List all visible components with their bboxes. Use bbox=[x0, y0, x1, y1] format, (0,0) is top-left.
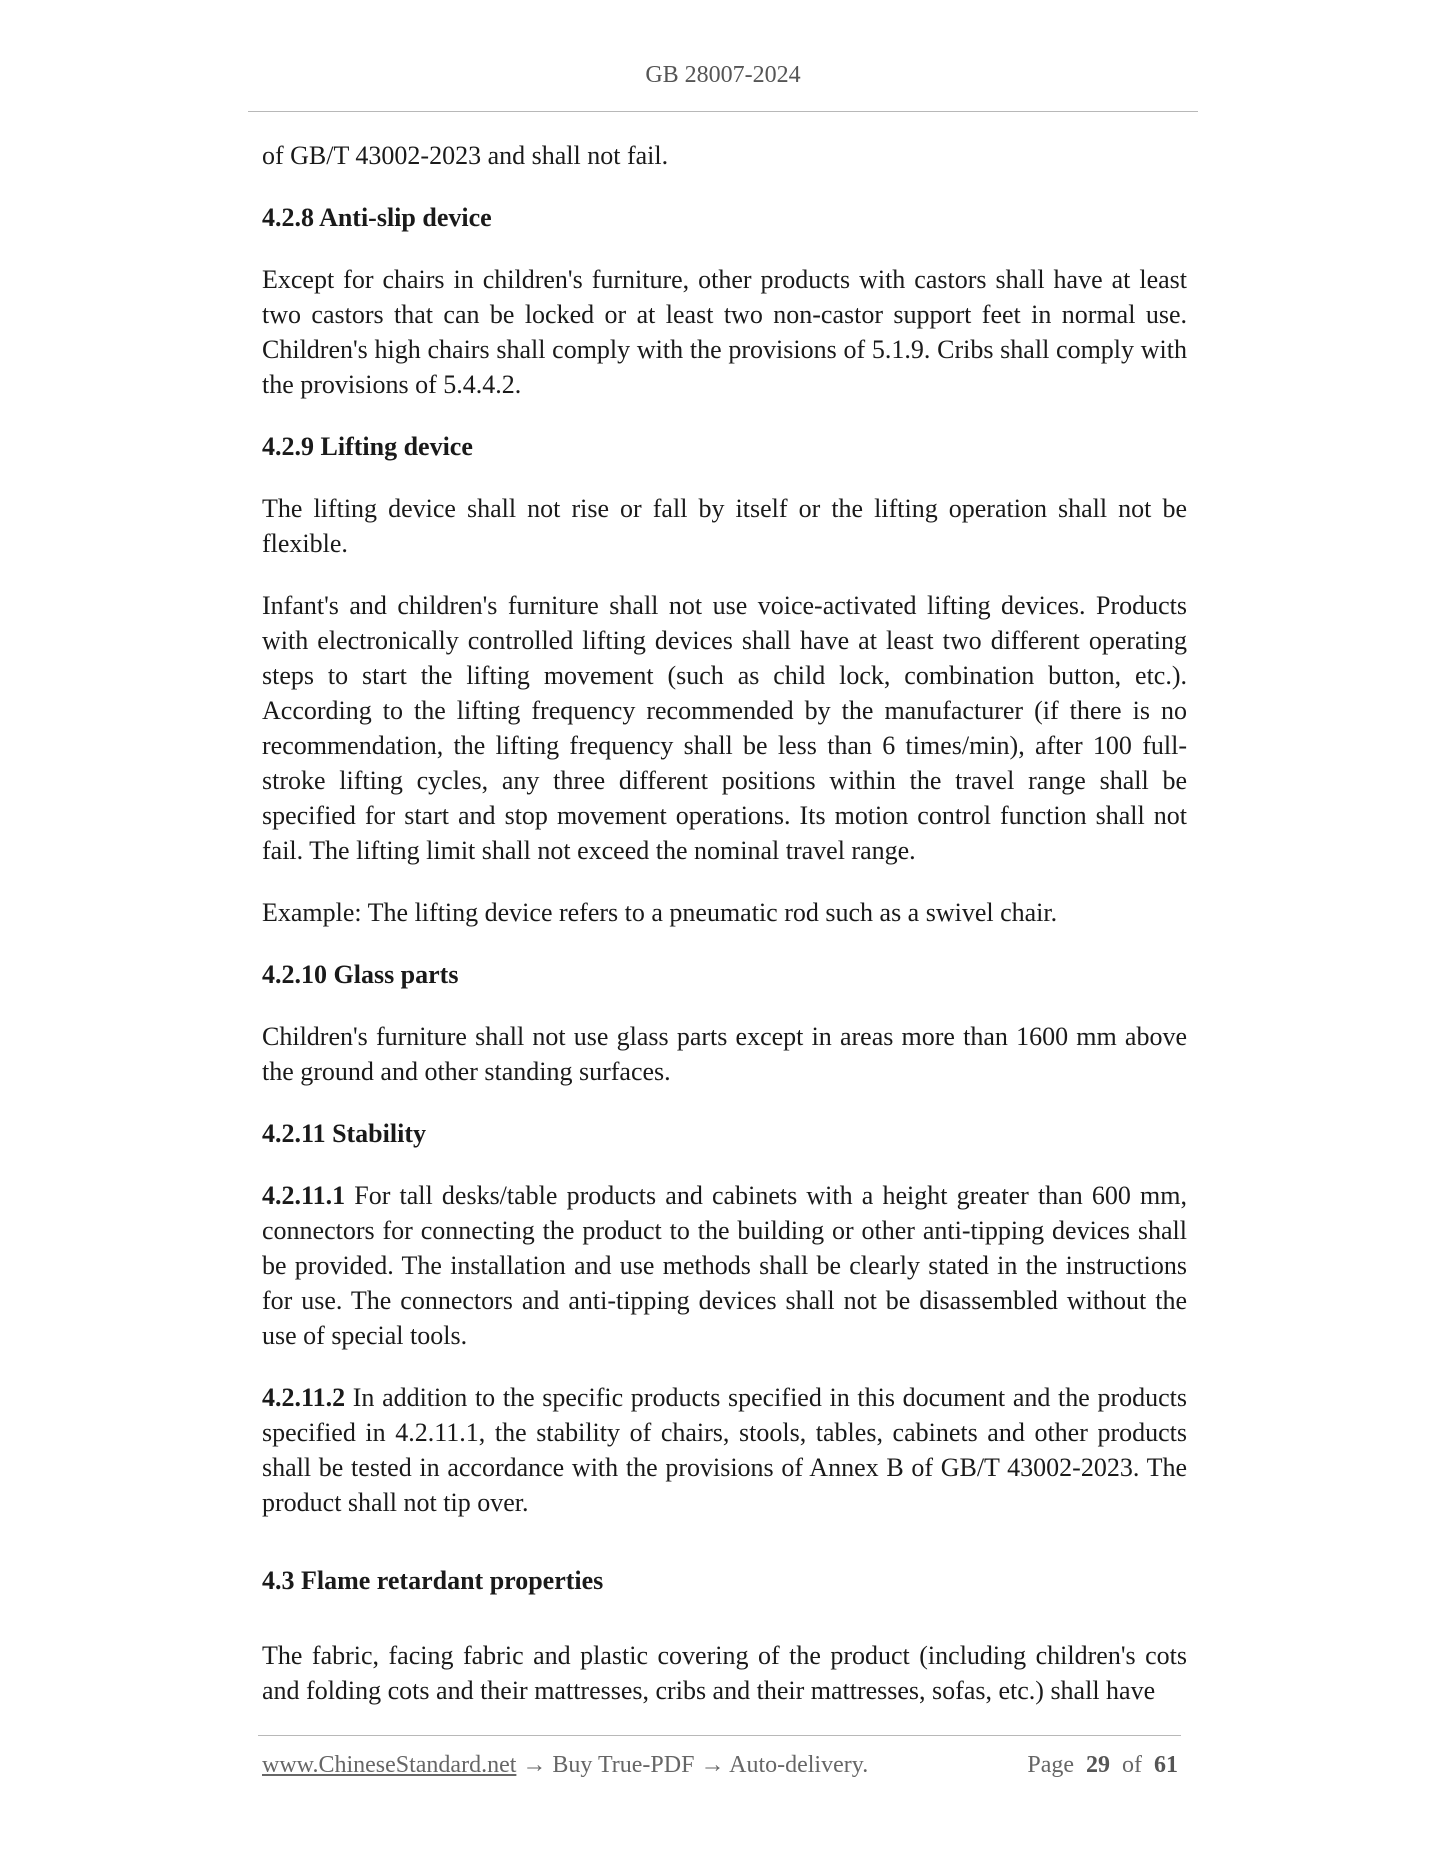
section-heading-4-2-10: 4.2.10 Glass parts bbox=[262, 960, 459, 989]
paragraph-4-3: The fabric, facing fabric and plastic covering of the product (including children's cots and folding cots and their mattresses, cribs and their mattresses, sofas, etc.) shall have bbox=[262, 1641, 1187, 1705]
paragraph-continuation: of GB/T 43002-2023 and shall not fail. bbox=[262, 141, 669, 170]
section-heading-4-2-9: 4.2.9 Lifting device bbox=[262, 432, 473, 461]
total-page-number: 61 bbox=[1154, 1752, 1178, 1778]
paragraph-4-2-11-2 bbox=[262, 1380, 1187, 1520]
paragraph-4-2-9-example: Example: The lifting device refers to a pneumatic rod such as a swivel chair. bbox=[262, 898, 1058, 927]
section-heading-4-2-11: 4.2.11 Stability bbox=[262, 1119, 426, 1148]
page-counter bbox=[1027, 1752, 1178, 1779]
clause-number-4-2-11-2: 4.2.11.2 bbox=[262, 1383, 346, 1412]
clause-text-4-2-11-2: In addition to the specific products specified in this document and the products specified in 4.2.11.1, the stability of chairs, stools, tables, cabinets and other products shall be tested in accordance with the provisions of Annex B of GB/T 43002-2023. The product shall not tip over. bbox=[262, 1383, 1187, 1517]
document-body bbox=[262, 138, 1187, 1735]
site-link[interactable]: www.ChineseStandard.net bbox=[262, 1752, 517, 1778]
page-label: Page bbox=[1027, 1752, 1074, 1778]
paragraph-4-2-10: Children's furniture shall not use glass parts except in areas more than 1600 mm above the ground and other standing surfaces. bbox=[262, 1022, 1187, 1086]
current-page-number: 29 bbox=[1086, 1752, 1110, 1778]
footer-divider bbox=[258, 1735, 1181, 1736]
clause-text-4-2-11-1: For tall desks/table products and cabinets with a height greater than 600 mm, connectors for connecting the product to the building or other anti-tipping devices shall be provided. The installation and use methods shall be clearly stated in the instructions for use. The connectors and anti-tipping devices shall not be disassembled without the use of special tools. bbox=[262, 1181, 1187, 1350]
header-divider bbox=[248, 111, 1198, 112]
footer-promo bbox=[262, 1752, 868, 1779]
paragraph-4-2-11-1 bbox=[262, 1178, 1187, 1353]
section-heading-4-2-8: 4.2.8 Anti-slip device bbox=[262, 203, 492, 232]
clause-number-4-2-11-1: 4.2.11.1 bbox=[262, 1181, 346, 1210]
page-header-doc-id: GB 28007-2024 bbox=[645, 62, 801, 88]
section-heading-4-3: 4.3 Flame retardant properties bbox=[262, 1566, 604, 1595]
footer-promo-text: → Buy True-PDF → Auto-delivery. bbox=[516, 1752, 869, 1778]
paragraph-4-2-8: Except for chairs in children's furniture, other products with castors shall have at least two castors that can be locked or at least two non-castor support feet in normal use. Children's high chairs shall comply with the provisions of 5.1.9. Cribs shall comply with the provisions of 5.4.4.2. bbox=[262, 265, 1187, 399]
paragraph-4-2-9-a: The lifting device shall not rise or fall by itself or the lifting operation shall not be flexible. bbox=[262, 494, 1187, 558]
paragraph-4-2-9-b: Infant's and children's furniture shall not use voice-activated lifting devices. Products with electronically controlled lifting devices shall have at least two different operating steps to start the lifting movement (such as child lock, combination button, etc.). According to the lifting frequency recommended by the manufacturer (if there is no recommendation, the lifting frequency shall be less than 6 times/min), after 100 full-stroke lifting cycles, any three different positions within the travel range shall be specified for start and stop movement operations. Its motion control function shall not fail. The lifting limit shall not exceed the nominal travel range. bbox=[262, 591, 1187, 865]
of-label: of bbox=[1122, 1752, 1142, 1778]
